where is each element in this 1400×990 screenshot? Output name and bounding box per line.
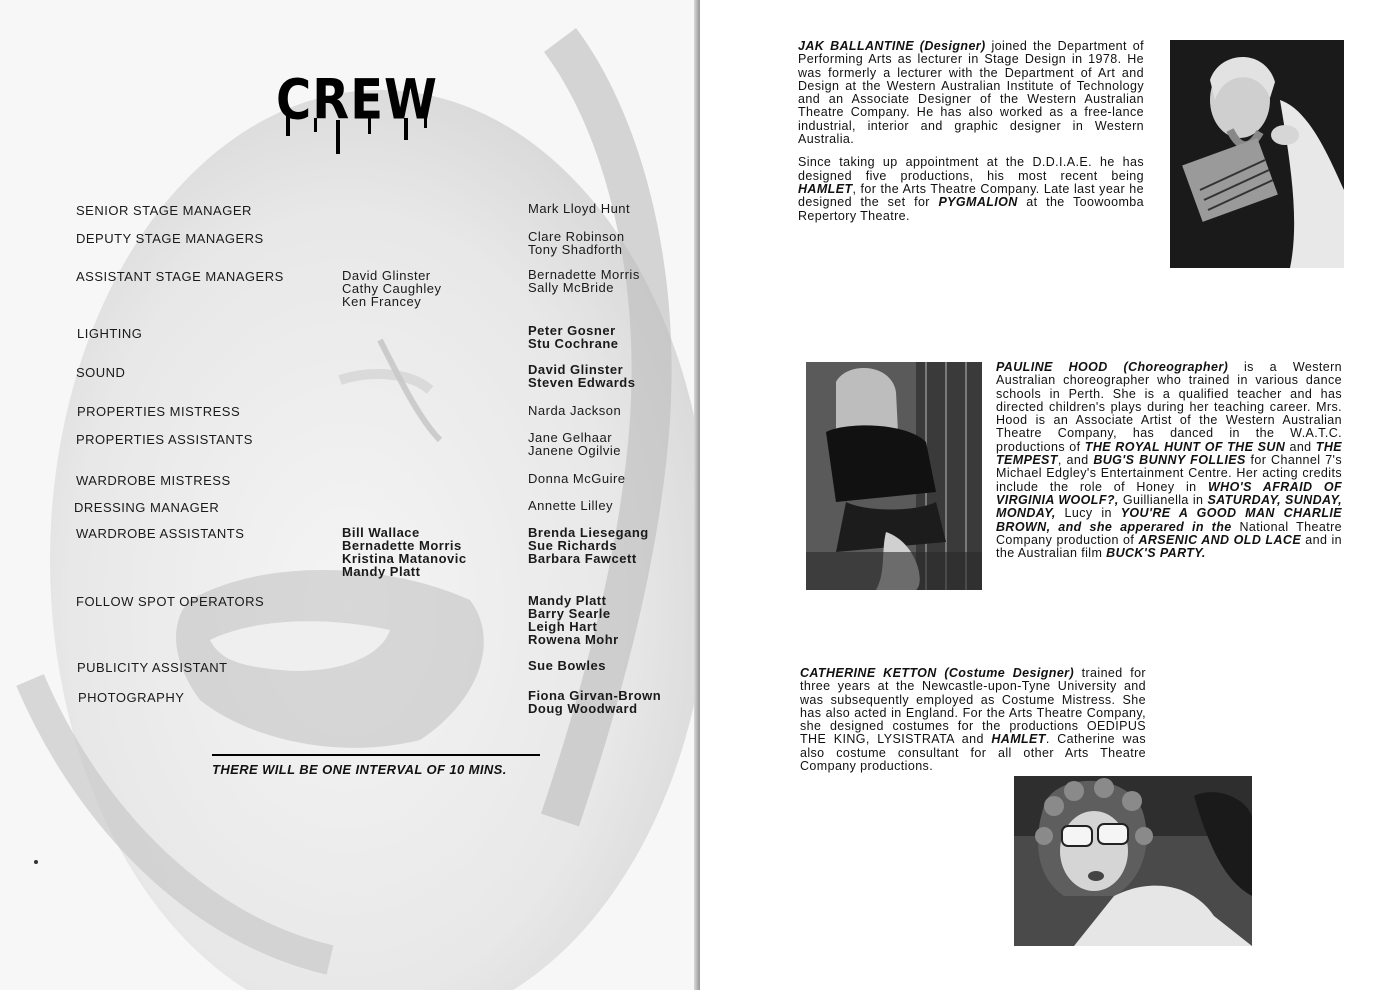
bio-title-tempest: THE TEMPEST [996,439,1342,468]
bio-title-arsenic: ARSENIC AND OLD LACE [1138,532,1302,547]
bio-text-ballantine-2c: , for the Arts Theatre Company. Late last year he designed the set for [798,181,1144,210]
bio-text-hood-8: and in the Australian film [996,532,1342,561]
names-properties-assistants: Jane Gelhaar Janene Ogilvie [528,430,621,458]
bio-catherine-ketton [800,667,1146,773]
role-properties-assistants: PROPERTIES ASSISTANTS [76,432,253,447]
role-follow-spot-operators: FOLLOW SPOT OPERATORS [76,594,265,609]
names-deputy-stage-managers: Clare Robinson Tony Shadforth [528,229,625,257]
bio-name-ballantine: JAK BALLANTINE (Designer) [798,39,986,53]
names-wardrobe-assistants-right: Brenda Liesegang Sue Richards Barbara Fawcett [528,525,649,566]
bio-text-hood-1: is a Western Australian choreographer who trained in various dance schools in Perth. She is a qualified teacher and has directed children's plays during her teaching career. Mrs. Hood is an Associate Artist of the Western Australian Theatre Company, has danced in the W.A.T.C. productions of [996,360,1342,454]
bio-title-bucks-party: BUCK'S PARTY. [1106,546,1206,561]
bio-text-ballantine-2e: at the Toowoomba Repertory Theatre. [798,195,1144,223]
names-wardrobe-assistants-mid: Bill Wallace Bernadette Morris Kristina Matanovic Mandy Platt [342,525,467,579]
bio-title-saturday-sunday-monday: SATURDAY, SUNDAY, MONDAY, [996,492,1342,521]
role-assistant-stage-managers: ASSISTANT STAGE MANAGERS [76,269,284,284]
photo-jak-ballantine [1170,40,1344,268]
names-assistant-stage-managers-mid: David Glinster Cathy Caughley Ken Francey [342,268,442,309]
bio-title-royal-hunt: THE ROYAL HUNT OF THE SUN [1084,439,1286,454]
names-publicity-assistant: Sue Bowles [528,658,606,673]
bio-text-hood-5: Guillianella in [1118,492,1208,507]
names-lighting: Peter Gosner Stu Cochrane [528,323,619,351]
bio-name-ketton: CATHERINE KETTON (Costume Designer) [800,666,1075,680]
bio-text-hood-4: for Channel 7's Michael Edgley's Entertainment Centre. Her acting credits include the role of Honey in [996,453,1342,494]
names-sound: David Glinster Steven Edwards [528,362,636,390]
bio-name-hood: PAULINE HOOD (Choreographer) [996,360,1229,374]
bio-title-hamlet: HAMLET [798,181,853,196]
bio-text-ballantine-2a: Since taking up appointment at the D.D.I.A.E. he has designed five productions, his most recent being [798,155,1144,183]
names-photography: Fiona Girvan-Brown Doug Woodward [528,688,662,716]
bio-title-virginia-woolf: WHO'S AFRAID OF VIRGINIA WOOLF?, [996,479,1342,507]
role-publicity-assistant: PUBLICITY ASSISTANT [77,660,228,675]
crew-title-text: CREW [276,67,438,133]
names-properties-mistress: Narda Jackson [528,403,622,418]
role-wardrobe-mistress: WARDROBE MISTRESS [76,473,231,488]
names-wardrobe-mistress: Donna McGuire [528,471,626,486]
bio-title-charlie-brown: YOU'RE A GOOD MAN CHARLIE BROWN, and she apperared in the [996,506,1342,534]
bio-text-hood-6: Lucy in [1055,506,1121,521]
role-properties-mistress: PROPERTIES MISTRESS [77,404,241,419]
bio-title-pygmalion: PYGMALION [938,195,1018,210]
bio-text-ballantine-1: joined the Department of Performing Arts as lecturer in Stage Design in 1978. He was formerly a lecturer with the Department of Art and Design at the Western Australian Institute of Technology and an Associate Designer of the Western Australian Theatre Company. He has also worked as a free-lance industrial, interior and graphic designer in Western Australia. [798,39,1144,147]
bio-text-hood-3: , and [1057,453,1094,468]
bio-pauline-hood [996,361,1342,560]
bio-text-hood-2: and [1285,439,1316,454]
role-lighting: LIGHTING [77,326,143,341]
bio-text-ketton-2: . Catherine was also costume consultant for all other Arts Theatre Company productions. [800,732,1146,774]
crew-heading [276,68,436,158]
names-senior-stage-manager: Mark Lloyd Hunt [528,201,631,216]
role-deputy-stage-managers: DEPUTY STAGE MANAGERS [76,231,264,246]
names-follow-spot-operators: Mandy Platt Barry Searle Leigh Hart Rowena Mohr [528,593,619,647]
role-photography: PHOTOGRAPHY [78,690,185,705]
photo-pauline-hood [806,362,982,590]
biographies-page [700,0,1400,990]
names-dressing-manager: Annette Lilley [528,498,614,513]
bio-title-bugs-bunny: BUG'S BUNNY FOLLIES [1093,453,1246,468]
role-dressing-manager: DRESSING MANAGER [74,500,220,515]
names-assistant-stage-managers-right: Bernadette Morris Sally McBride [528,267,640,295]
role-sound: SOUND [76,365,126,380]
bio-text-ketton-1: trained for three years at the Newcastle-upon-Tyne University and was subsequently employed as Costume Mistress. She has also acted in England. For the Arts Theatre Company, she designed costumes for the productions OEDIPUS THE KING, LYSISTRATA and [800,666,1146,747]
role-senior-stage-manager: SENIOR STAGE MANAGER [76,203,252,218]
bio-jak-ballantine [798,40,1144,223]
photo-catherine-ketton [1014,776,1252,946]
bio-title-hamlet-ketton: HAMLET [991,732,1046,747]
interval-note: THERE WILL BE ONE INTERVAL OF 10 MINS. [212,754,540,777]
bio-text-hood-7: National Theatre Company production of [996,519,1342,547]
role-wardrobe-assistants: WARDROBE ASSISTANTS [76,526,245,541]
